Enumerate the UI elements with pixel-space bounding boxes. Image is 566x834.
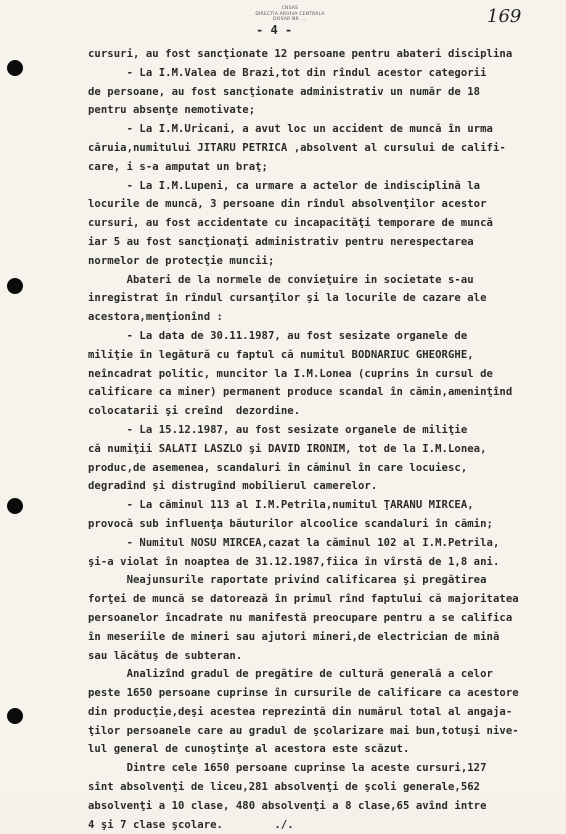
text-line: - La 15.12.1987, au fost sesizate organele de miliţie — [88, 423, 468, 436]
text-line: Dintre cele 1650 persoane cuprinse la aceste cursuri,127 — [88, 762, 487, 775]
text-line: lul general de cunoştinţe al acestora este scăzut. — [88, 743, 410, 756]
text-line: sau lăcătuş de subteran. — [88, 649, 243, 662]
archive-stamp — [245, 6, 335, 23]
text-line: - La I.M.Uricani, a avut loc un accident de muncă în urma — [88, 123, 493, 136]
text-line: - La I.M.Valea de Brazi,tot din rîndul acestor categorii — [88, 66, 487, 79]
text-line: absolvenţi a 10 clase, 480 absolvenţi a 8 clase,65 avînd intre — [88, 799, 487, 812]
text-line: de persoane, au fost sancţionate administrativ un număr de 18 — [88, 85, 481, 98]
text-line: locurile de muncă, 3 persoane din rîndul absolvenţilor acestor — [88, 198, 487, 211]
punch-hole — [7, 278, 23, 294]
stamp-line: CNSAS — [281, 6, 299, 11]
punch-hole — [7, 60, 23, 76]
text-line: calificare ca miner) permanent produce scandal în cămin,ameninţînd — [88, 386, 513, 399]
text-line: inregistrat în rîndul cursanţilor şi la locurile de cazare ale — [88, 292, 487, 305]
text-line: Neajunsurile raportate privind calificarea şi pregătirea — [88, 574, 487, 587]
text-line: degradînd şi distrugînd mobilierul camerelor. — [88, 480, 378, 493]
text-line: - La I.M.Lupeni, ca urmare a actelor de indisciplină la — [88, 179, 481, 192]
text-line: care, i s-a amputat un braţ; — [88, 160, 268, 173]
page-number: - 4 - — [256, 23, 293, 37]
text-line: sînt absolvenţi de liceu,281 absolvenţi de şcoli generale,562 — [88, 781, 481, 794]
text-line: în meseriile de mineri sau ajutori mineri,de electrician de mină — [88, 630, 500, 643]
handwritten-folio-number: 169 — [487, 6, 522, 27]
text-line: 4 şi 7 clase şcolare. ./. — [88, 818, 294, 831]
text-line: - Numitul NOSU MIRCEA,cazat la căminul 102 al I.M.Petrila, — [88, 536, 500, 549]
text-line: normelor de protecţie muncii; — [88, 254, 275, 267]
punch-hole — [7, 708, 23, 724]
text-line: iar 5 au fost sancţionaţi administrativ pentru nerespectarea — [88, 235, 474, 248]
text-line: peste 1650 persoane cuprinse în cursurile de calificare ca acestore — [88, 687, 519, 700]
typed-body-text — [88, 45, 558, 834]
punch-hole — [7, 498, 23, 514]
stamp-line: DOSAR NR. ... — [273, 17, 307, 22]
text-line: cursuri, au fost sancţionate 12 persoane pentru abateri disciplina — [88, 48, 513, 60]
text-line: pentru absenţe nemotivate; — [88, 104, 256, 117]
text-line: produc,de asemenea, scandaluri în căminul în care locuiesc, — [88, 461, 468, 474]
text-line: - La căminul 113 al I.M.Petrila,numitul ŢARANU MIRCEA, — [88, 499, 474, 512]
text-line: cursuri, au fost accidentate cu incapacităţi temporare de muncă — [88, 217, 493, 230]
text-line: că numiţii SALATI LASZLO şi DAVID IRONIM, tot de la I.M.Lonea, — [88, 442, 487, 455]
text-line: şi-a violat în noaptea de 31.12.1987,fiica în vîrstă de 1,8 ani. — [88, 555, 500, 568]
text-line: Abateri de la normele de convieţuire in societate s-au — [88, 273, 474, 286]
text-line: acestora,menţionînd : — [88, 311, 223, 324]
text-line: căruia,numitului JITARU PETRICA ,absolvent al cursului de califi- — [88, 141, 506, 154]
text-line: Analizînd gradul de pregătire de cultură generală a celor — [88, 668, 493, 681]
text-line: forţei de muncă se datorează în primul rînd faptului că majoritatea — [88, 593, 519, 606]
text-line: ţilor persoanele care au gradul de şcolarizare mai bun,totuşi nive- — [88, 724, 519, 737]
text-line: - La data de 30.11.1987, au fost sesizate organele de — [88, 329, 468, 342]
text-line: provocă sub influenţa băuturilor alcoolice scandaluri în cămin; — [88, 517, 493, 530]
text-line: miliţie în legătură cu faptul că numitul BODNARIUC GHEORGHE, — [88, 348, 474, 361]
text-line: din producţie,deşi acestea reprezintă din numărul total al angaja- — [88, 705, 513, 718]
stamp-line: DIRECTIA ARHIVA CENTRALA — [255, 11, 325, 17]
text-line: colocatarii şi creînd dezordine. — [88, 405, 301, 418]
text-line: neîncadrat politic, muncitor la I.M.Lonea (cuprins în cursul de — [88, 367, 493, 380]
text-line: persoanelor încadrate nu manifestă preocupare pentru a se califica — [88, 611, 513, 624]
